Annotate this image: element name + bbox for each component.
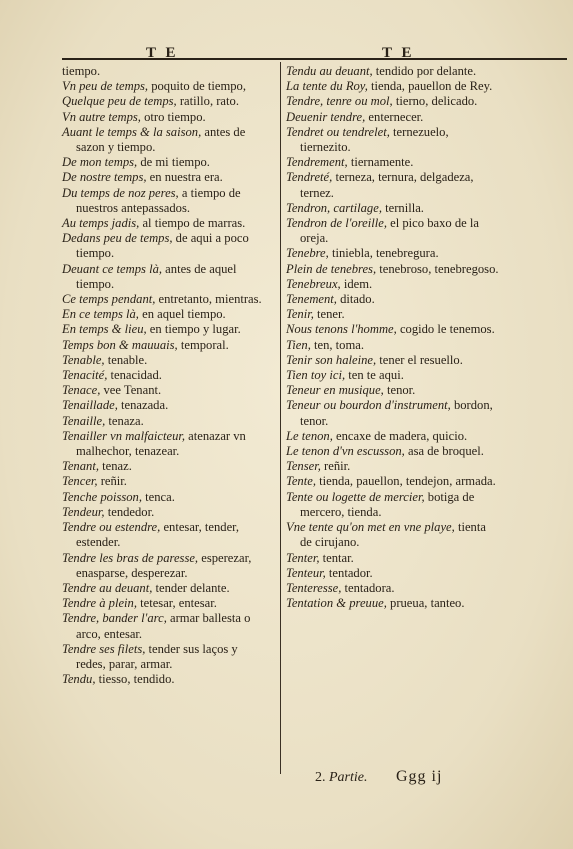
left-column	[62, 64, 268, 687]
entry-translation: en nuestra era.	[146, 170, 223, 185]
gathering-mark: Ggg ij	[396, 768, 443, 785]
entry-translation: tenaz.	[98, 459, 132, 474]
column-divider	[280, 62, 281, 774]
entry-headword: Tendu,	[62, 672, 96, 687]
entry-headword: Temps bon & mauuais,	[62, 337, 178, 352]
entry-translation: bordon, tenor.	[300, 398, 493, 428]
entry-headword: Tenailler vn malfaicteur,	[62, 428, 186, 443]
dictionary-entry	[286, 262, 500, 277]
entry-translation: tiniebla, tenebregura.	[328, 246, 439, 261]
entry-translation: tetesar, entesar.	[136, 596, 217, 611]
entry-headword: Tendre, tenre ou mol,	[286, 94, 393, 109]
entry-headword: Du temps de noz peres,	[62, 185, 179, 200]
entry-translation: ratillo, rato.	[176, 94, 239, 109]
entry-headword: Tenace,	[62, 383, 101, 398]
dictionary-entry	[286, 368, 500, 383]
entry-translation: tenable.	[104, 352, 148, 367]
header-rule	[62, 58, 567, 60]
dictionary-entry	[62, 581, 268, 596]
entry-headword: Vne tente qu'on met en vne playe,	[286, 520, 455, 535]
entry-translation: otro tiempo.	[140, 109, 206, 124]
dictionary-entry	[286, 307, 500, 322]
entry-translation: tenacidad.	[107, 368, 162, 383]
entry-translation: reñir.	[97, 474, 127, 489]
dictionary-entry	[286, 79, 500, 94]
dictionary-entry	[62, 338, 268, 353]
dictionary-entry	[62, 79, 268, 94]
entry-translation: tenor.	[383, 383, 416, 398]
entry-headword: Tente ou logette de mercier,	[286, 489, 425, 504]
dictionary-entry	[286, 246, 500, 261]
dictionary-entry	[62, 459, 268, 474]
dictionary-entry	[286, 170, 500, 200]
dictionary-entry	[62, 155, 268, 170]
entry-headword: Tien toy ici,	[286, 368, 346, 383]
entry-headword: Tenebre,	[286, 246, 329, 261]
entry-headword: Tentation & preuue,	[286, 596, 387, 611]
entry-translation: prueua, tanteo.	[386, 596, 465, 611]
entry-headword: Tenteresse,	[286, 580, 342, 595]
dictionary-entry	[62, 672, 268, 687]
entry-translation: en aquel tiempo.	[138, 307, 226, 322]
dictionary-entry	[62, 216, 268, 231]
entry-headword: Tenser,	[286, 459, 321, 474]
dictionary-entry	[286, 581, 500, 596]
entry-translation: tener.	[313, 307, 345, 322]
dictionary-entry	[62, 94, 268, 109]
dictionary-entry	[62, 611, 268, 641]
entry-headword: Tenir,	[286, 307, 314, 322]
dictionary-entry	[286, 64, 500, 79]
entry-headword: Tendu au deuant,	[286, 64, 373, 78]
entry-translation: enternecer.	[365, 109, 424, 124]
entry-headword: Tien,	[286, 337, 311, 352]
dictionary-entry	[286, 398, 500, 428]
entry-headword: Au temps jadis,	[62, 216, 140, 231]
entry-headword: Tendeur,	[62, 504, 105, 519]
entry-translation: tener el resuello.	[376, 352, 463, 367]
entry-headword: Tendron de l'oreille,	[286, 216, 387, 231]
entry-headword: De nostre temps,	[62, 170, 147, 185]
entry-headword: Le tenon,	[286, 428, 333, 443]
dictionary-entry	[62, 307, 268, 322]
entry-translation: tentadora.	[341, 580, 395, 595]
entry-headword: Tenebreux,	[286, 276, 341, 291]
entry-headword: Tenter,	[286, 550, 320, 565]
entry-translation: tiesso, tendido.	[95, 672, 175, 687]
dictionary-entry	[286, 566, 500, 581]
entry-translation: tenca.	[142, 489, 175, 504]
dictionary-entry	[286, 551, 500, 566]
dictionary-entry	[286, 459, 500, 474]
dictionary-entry	[62, 125, 268, 155]
entry-headword: Tendron, cartilage,	[286, 200, 382, 215]
entry-headword: Tenacité,	[62, 368, 108, 383]
entry-headword: Tendre au deuant,	[62, 580, 153, 595]
right-column	[286, 64, 500, 611]
entry-translation: tender delante.	[152, 580, 230, 595]
entry-translation: tendido por delante.	[372, 64, 477, 78]
dictionary-entry	[286, 110, 500, 125]
dictionary-entry	[62, 429, 268, 459]
entry-translation: terneza, ternura, delgadeza, ternez.	[300, 170, 474, 200]
entry-translation: tienda, pauellon de Rey.	[367, 79, 493, 94]
entry-translation: encaxe de madera, quicio.	[332, 428, 468, 443]
entry-translation: idem.	[340, 276, 373, 291]
entry-translation: armar ballesta o arco, entesar.	[76, 611, 251, 641]
entry-headword: Deuenir tendre,	[286, 109, 366, 124]
entry-headword: Tendret ou tendrelet,	[286, 124, 390, 139]
entry-headword: En ce temps là,	[62, 307, 139, 322]
entry-headword: Tenche poisson,	[62, 489, 142, 504]
dictionary-entry	[286, 155, 500, 170]
entry-headword: Vn autre temps,	[62, 109, 141, 124]
entry-headword: Tendre à plein,	[62, 596, 137, 611]
entry-headword: Tenement,	[286, 292, 337, 307]
dictionary-entry	[286, 201, 500, 216]
entry-translation: el pico baxo de la oreja.	[300, 216, 479, 246]
dictionary-entry	[286, 474, 500, 489]
dictionary-entry	[62, 520, 268, 550]
entry-translation: de mi tiempo.	[137, 155, 210, 170]
entry-translation: tiernamente.	[347, 155, 414, 170]
entry-translation: vee Tenant.	[100, 383, 162, 398]
entry-headword: Deuant ce temps là,	[62, 261, 163, 276]
dictionary-entry	[62, 262, 268, 292]
entry-translation: temporal.	[177, 337, 229, 352]
dictionary-entry	[62, 110, 268, 125]
dictionary-entry	[286, 322, 500, 337]
dictionary-entry	[62, 398, 268, 413]
entry-headword: Tenaille,	[62, 413, 106, 428]
dictionary-entry	[286, 292, 500, 307]
entry-translation: esperezar, enasparse, desperezar.	[76, 550, 252, 580]
dictionary-entry	[286, 353, 500, 368]
entry-translation: cogido le tenemos.	[396, 322, 495, 337]
running-head-left: T E	[146, 45, 179, 61]
entry-headword: Plein de tenebres,	[286, 261, 377, 276]
entry-translation: poquito de tiempo,	[148, 79, 246, 94]
entry-headword: Ce temps pendant,	[62, 292, 156, 307]
entry-translation: entretanto, mientras.	[155, 292, 262, 307]
dictionary-entry	[286, 277, 500, 292]
entry-translation: antes de sazon y tiempo.	[76, 124, 246, 155]
dictionary-entry	[286, 520, 500, 550]
dictionary-entry	[62, 490, 268, 505]
running-head-right: T E	[382, 45, 415, 61]
entry-headword: Tendre ses filets,	[62, 641, 146, 656]
entry-translation: en tiempo y lugar.	[146, 322, 241, 337]
entry-translation: ditado.	[336, 292, 375, 307]
dictionary-entry	[62, 414, 268, 429]
entry-translation: a tiempo de nuestros antepassados.	[76, 185, 241, 215]
dictionary-entry	[62, 322, 268, 337]
dictionary-entry	[286, 216, 500, 246]
dictionary-entry	[286, 383, 500, 398]
entry-headword: Quelque peu de temps,	[62, 94, 177, 109]
entry-translation: tentador.	[325, 565, 373, 580]
entry-headword: Nous tenons l'homme,	[286, 322, 397, 337]
dictionary-entry	[62, 292, 268, 307]
entry-translation: reñir.	[320, 459, 351, 474]
signature-footer: 2. Partie.	[315, 770, 368, 785]
dictionary-entry	[62, 368, 268, 383]
dictionary-entry	[62, 642, 268, 672]
entry-headword: Tenaillade,	[62, 398, 118, 413]
dictionary-entry	[286, 444, 500, 459]
dictionary-entry	[286, 596, 500, 611]
entry-headword: Tendre les bras de paresse,	[62, 550, 199, 565]
entry-headword: Teneur ou bourdon d'instrument,	[286, 398, 451, 413]
dictionary-entry	[62, 551, 268, 581]
entry-headword: Tendre, bander l'arc,	[62, 611, 167, 626]
entry-translation: tierno, delicado.	[392, 94, 478, 109]
dictionary-entry	[62, 353, 268, 368]
entry-translation: atenazar vn malhechor, tenazear.	[76, 428, 246, 459]
dictionary-entry	[286, 490, 500, 520]
dictionary-entry	[62, 170, 268, 185]
entry-translation: de aqui a poco tiempo.	[76, 231, 249, 261]
entry-headword: Teneur en musique,	[286, 383, 384, 398]
dictionary-entry	[286, 125, 500, 155]
dictionary-entry	[62, 505, 268, 520]
entry-headword: Tenant,	[62, 459, 99, 474]
entry-headword: Dedans peu de temps,	[62, 231, 173, 246]
entry-translation: tienta de cirujano.	[300, 520, 486, 550]
entry-translation: asa de broquel.	[404, 444, 484, 459]
entry-translation: ten te aqui.	[345, 368, 404, 383]
entry-headword: En temps & lieu,	[62, 322, 147, 337]
entry-headword: Tenable,	[62, 352, 105, 367]
dictionary-entry	[62, 186, 268, 216]
entry-translation: tendedor.	[104, 504, 155, 519]
entry-translation: tenaza.	[105, 413, 144, 428]
entry-headword: De mon temps,	[62, 155, 138, 170]
entry-translation: botiga de mercero, tienda.	[300, 489, 475, 519]
entry-headword: Tendreté,	[286, 170, 333, 185]
entry-translation: tenebroso, tenebregoso.	[376, 261, 499, 276]
entry-headword: Tente,	[286, 474, 316, 489]
dictionary-entry	[62, 596, 268, 611]
entry-headword: Tenteur,	[286, 565, 326, 580]
entry-translation: ternilla.	[381, 200, 424, 215]
dictionary-entry	[62, 383, 268, 398]
entry-headword: Le tenon d'vn escusson,	[286, 444, 405, 459]
entry-translation: tender sus laços y redes, parar, armar.	[76, 641, 238, 671]
dictionary-entry	[286, 338, 500, 353]
entry-translation: al tiempo de marras.	[139, 216, 246, 231]
entry-headword: Vn peu de temps,	[62, 79, 149, 94]
entry-translation: tiempo.	[62, 64, 101, 78]
dictionary-entry	[62, 231, 268, 261]
entry-translation: entesar, tender, estender.	[76, 520, 240, 550]
dictionary-entry	[62, 64, 268, 79]
entry-headword: Tendrement,	[286, 155, 348, 170]
entry-headword: Tenir son haleine,	[286, 352, 377, 367]
entry-translation: ten, toma.	[310, 337, 365, 352]
dictionary-entry	[62, 474, 268, 489]
dictionary-entry	[286, 94, 500, 109]
entry-translation: tienda, pauellon, tendejon, armada.	[315, 474, 496, 489]
entry-headword: La tente du Roy,	[286, 79, 368, 94]
entry-headword: Auant le temps & la saison,	[62, 124, 202, 139]
entry-translation: ternezuelo, tiernezito.	[300, 124, 449, 155]
entry-translation: tenazada.	[117, 398, 169, 413]
dictionary-entry	[286, 429, 500, 444]
entry-translation: tentar.	[319, 550, 354, 565]
entry-headword: Tendre ou estendre,	[62, 520, 161, 535]
entry-translation: antes de aquel tiempo.	[76, 261, 237, 291]
entry-headword: Tencer,	[62, 474, 98, 489]
